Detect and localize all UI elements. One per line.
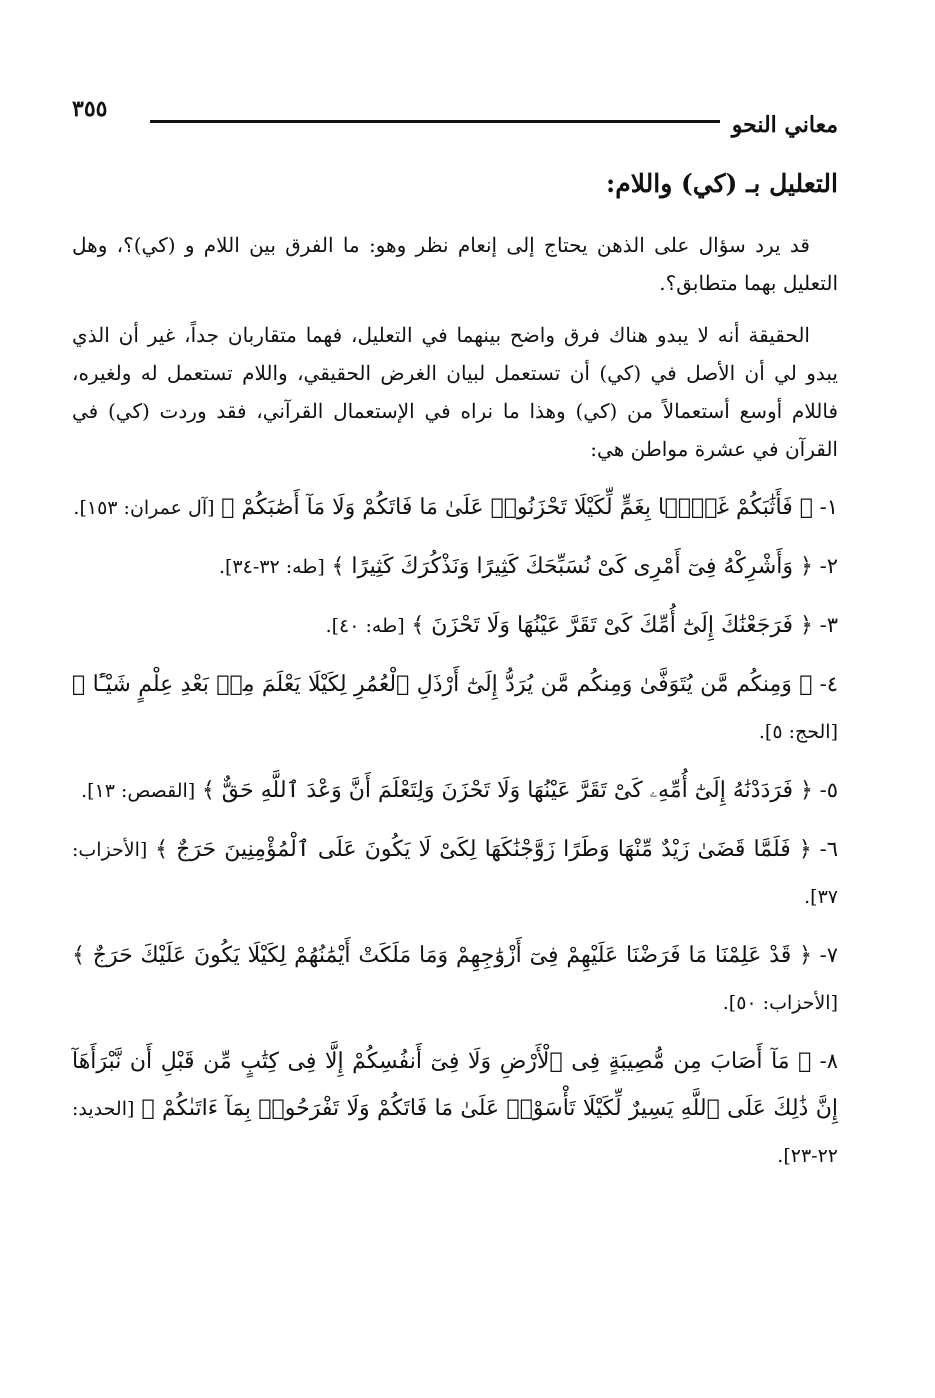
running-title: معاني النحو [731, 112, 838, 138]
verse-reference: [الأحزاب: ٣٧]. [72, 839, 838, 908]
verse-text: ﴿ مَآ أَصَابَ مِن مُّصِيبَةٍ فِى ٱلْأَرْضِ وَلَا فِىٓ أَنفُسِكُمْ إِلَّا فِى كِتَٰبٍ مِّن قَبْلِ أَن نَّبْرَأَهَآ إِنَّ ذَٰلِكَ عَلَى ٱللَّهِ يَسِيرٌ لِّكَيْلَا تَأْسَوْا۟ عَلَىٰ مَا فَاتَكُمْ وَلَا تَفْرَحُوا۟ بِمَآ ءَاتَىٰكُمْ ﴾ [72, 1049, 838, 1121]
verse-item [72, 932, 838, 1026]
verse-item [72, 484, 838, 531]
paragraph: قد يرد سؤال على الذهن يحتاج إلى إنعام نظر وهو: ما الفرق بين اللام و (كي)؟، وهل التعليل بهما متطابق؟. [72, 233, 838, 295]
verse-item [72, 602, 838, 649]
verse-reference: [الحج: ٥]. [758, 721, 838, 743]
verse-text: ﴿ فَأَثَٰبَكُمْ غَمًّۢا بِغَمٍّ لِّكَيْلَا تَحْزَنُوا۟ عَلَىٰ مَا فَاتَكُمْ وَلَا مَآ أَصَٰبَكُمْ ﴾ [221, 495, 813, 520]
verse-text: ﴿ قَدْ عَلِمْنَا مَا فَرَضْنَا عَلَيْهِمْ فِىٓ أَزْوَٰجِهِمْ وَمَا مَلَكَتْ أَيْمَٰنُهُمْ لِكَيْلَا يَكُونَ عَلَيْكَ حَرَجٌ ﴾ [72, 943, 813, 968]
verse-item [72, 543, 838, 590]
verse-number: ٥- [819, 778, 838, 802]
verse-reference: [طه: ٣٢-٣٤]. [218, 556, 325, 578]
verse-text: ﴿ وَأَشْرِكْهُ فِىٓ أَمْرِى كَىْ نُسَبِّحَكَ كَثِيرًا وَنَذْكُرَكَ كَثِيرًا ﴾ [331, 554, 813, 579]
verse-text: ﴿ فَلَمَّا قَضَىٰ زَيْدٌ مِّنْهَا وَطَرًا زَوَّجْنَٰكَهَا لِكَىْ لَا يَكُونَ عَلَى ٱلْمُؤْمِنِينَ حَرَجٌ ﴾ [155, 837, 812, 862]
verse-number: ٣- [819, 613, 838, 637]
verse-number: ٢- [819, 554, 838, 578]
section-heading: التعليل بـ (كي) واللام: [606, 169, 838, 198]
verse-number: ٧- [819, 943, 838, 967]
page-content [72, 162, 838, 1191]
verse-number: ٤- [819, 672, 838, 696]
verse-text: ﴿ وَمِنكُم مَّن يُتَوَفَّىٰ وَمِنكُم مَّن يُرَدُّ إِلَىٰٓ أَرْذَلِ ٱلْعُمُرِ لِكَيْلَا يَعْلَمَ مِنۢ بَعْدِ عِلْمٍ شَيْـًٔا ﴾ [72, 672, 813, 697]
verse-item [72, 826, 838, 920]
verse-number: ٨- [819, 1049, 838, 1073]
verse-reference: [الأحزاب: ٥٠]. [722, 992, 838, 1014]
page-number: ٣٥٥ [72, 96, 108, 122]
paragraph: الحقيقة أنه لا يبدو هناك فرق واضح بينهما في التعليل، فهما متقاربان جداً، غير أن الذي يبدو لي أن الأصل في (كي) أن تستعمل لبيان الغرض الحقيقي، واللام تستعمل له ولغيره، فاللام أوسع أستعمالاً من (كي) وهذا ما نراه في الإستعمال القرآني، فقد وردت (كي) في القرآن في عشرة مواطن هي: [72, 323, 838, 461]
page-header [72, 96, 838, 140]
verse-number: ٦- [819, 837, 838, 861]
verse-text: ﴿ فَرَجَعْنَٰكَ إِلَىٰٓ أُمِّكَ كَىْ تَقَرَّ عَيْنُهَا وَلَا تَحْزَنَ ﴾ [411, 613, 813, 638]
verse-item [72, 661, 838, 755]
verse-number: ١- [819, 495, 838, 519]
verse-item [72, 767, 838, 814]
header-rule [150, 120, 720, 123]
verse-reference: [آل عمران: ١٥٣]. [73, 497, 215, 519]
verse-item [72, 1038, 838, 1179]
verse-text: ﴿ فَرَدَدْنَٰهُ إِلَىٰٓ أُمِّهِۦ كَىْ تَقَرَّ عَيْنُهَا وَلَا تَحْزَنَ وَلِتَعْلَمَ أَنَّ وَعْدَ ٱللَّهِ حَقٌّ ﴾ [201, 778, 813, 803]
verse-reference: [القصص: ١٣]. [81, 780, 196, 802]
verse-reference: [طه: ٤٠]. [325, 615, 405, 637]
verse-reference: [الحديد: ٢٢-٢٣]. [72, 1098, 838, 1167]
